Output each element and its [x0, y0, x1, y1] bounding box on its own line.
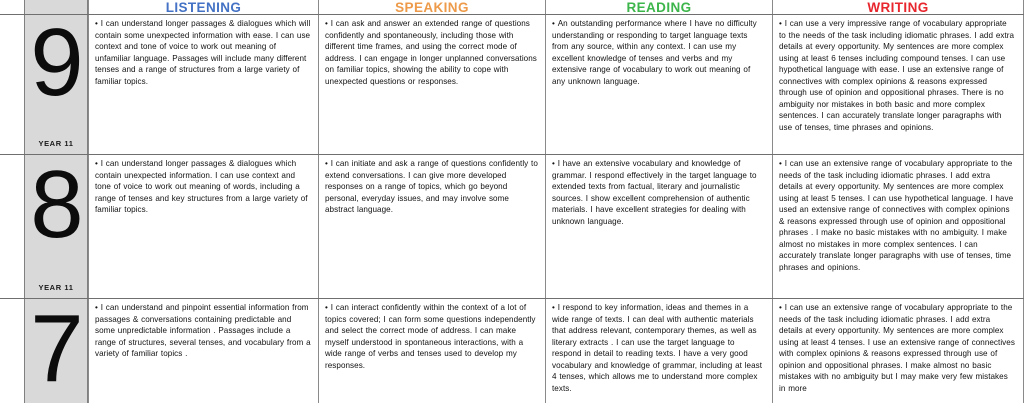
criteria-text: • I can understand longer passages & dialogues which will contain some unexpected information with ease. I can use context and tone of voice to work out meaning of unfamiliar language. Passages will include many different tenses and a range of structures from a large variety of familiar topics. — [95, 18, 311, 87]
criteria-cell-reading — [545, 155, 772, 298]
column-header-writing-label: WRITING — [867, 0, 929, 14]
column-header-reading-label: READING — [626, 0, 692, 14]
column-header-listening-label: LISTENING — [165, 0, 242, 14]
row-margin-left — [0, 299, 24, 403]
criteria-cell-reading — [545, 15, 772, 154]
grade-cell-9 — [24, 15, 88, 154]
header-margin-left — [0, 0, 24, 14]
column-header-speaking — [318, 0, 545, 14]
criteria-cell-speaking — [318, 155, 545, 298]
column-header-speaking-label: SPEAKING — [395, 0, 469, 14]
table-row — [0, 14, 1024, 154]
criteria-cell-reading — [545, 299, 772, 403]
criteria-cell-speaking — [318, 15, 545, 154]
grade-number: 7 — [30, 299, 82, 402]
criteria-cell-speaking — [318, 299, 545, 403]
criteria-text: • I can ask and answer an extended range of questions confidently and spontaneously, including those with different time frames, and using the correct mode of address. I can engage in longer unplanned conversations on familiar topics, showing the ability to cope with unexpected questions or responses. — [325, 18, 538, 87]
criteria-text: • I can initiate and ask a range of questions confidently to extend conversations. I can give more developed responses on a range of topics, which go beyond personal, everyday issues, and may involve some abstract language. — [325, 158, 538, 216]
header-grade-spacer — [24, 0, 88, 14]
grade-cell-7 — [24, 299, 88, 403]
grade-cell-8 — [24, 155, 88, 298]
criteria-text: • I can understand and pinpoint essential information from passages & conversations containing predictable and some unpredictable information . Passages include a range of structures, several tenses, and vocabulary from a variety of familiar topics . — [95, 302, 311, 360]
criteria-text: • I can understand longer passages & dialogues which contain unexpected information. I can use context and tone of voice to work out meaning of words, including a range of tenses and key structures from a large variety of familiar topics. — [95, 158, 311, 216]
grade-number: 8 — [30, 155, 82, 258]
criteria-cell-writing — [772, 299, 1024, 403]
criteria-text: • An outstanding performance where I have no difficulty understanding or responding to target language texts from any source, within any context. I can use my excellent knowledge of tenses and verbs and my extensive range of vocabulary to work out meaning of any unknown language. — [552, 18, 765, 87]
grade-year-label: YEAR 11 — [38, 139, 74, 148]
column-header-reading — [545, 0, 772, 14]
criteria-cell-listening — [88, 155, 318, 298]
column-header-listening — [88, 0, 318, 14]
grade-year-label: YEAR 11 — [38, 283, 74, 292]
table-row — [0, 154, 1024, 298]
criteria-cell-writing — [772, 155, 1024, 298]
criteria-text: • I can use an extensive range of vocabulary appropriate to the needs of the task including idiomatic phrases. I add extra details at every opportunity. My sentences are more complex using at least 4 tenses. I use an extensive range of connectives with complex opinions & reasons expressed through use of opinion and oppositional phrases. I make almost no basic mistakes with no ambiguity but I may make very few mistakes in more — [779, 302, 1016, 394]
criteria-text: • I have an extensive vocabulary and knowledge of grammar. I respond effectively in the target language to extended texts from factual, literary and journalistic sources. I show excellent comprehension of authentic materials. I have excellent strategies for dealing with unknown language. — [552, 158, 765, 227]
grade-number: 9 — [30, 15, 82, 116]
row-margin-left — [0, 15, 24, 154]
criteria-cell-writing — [772, 15, 1024, 154]
criteria-text: • I can interact confidently within the context of a lot of topics covered; I can form some questions independently and select the correct mode of address. I can make myself understood in spontaneous interactions, with a wide range of verbs and tenses used to develop my responses. — [325, 302, 538, 371]
row-margin-left — [0, 155, 24, 298]
criteria-text: • I respond to key information, ideas and themes in a wide range of texts. I can deal with authentic materials that address relevant, contemporary themes, as well as literary extracts . I can use the target language to respond in detail to reading texts. I have a very good vocabulary and knowledge of grammar, including at least 4 tenses, which allows me to understand more complex texts. — [552, 302, 765, 394]
criteria-text: • I can use a very impressive range of vocabulary appropriate to the needs of the task including idiomatic phrases. I add extra details at every opportunity. My sentences are more complex using at least 6 tenses including compound tenses. I can use hypothetical language with ease. I use an extensive range of connectives with complex opinions & reasons expressed through use of opinion and oppositional phrases. There is no ambiguity nor mistakes in both basic and more complex sentences. I can accurately translate longer paragraphs with use of tenses, time phrases and opinions. — [779, 18, 1016, 133]
criteria-cell-listening — [88, 299, 318, 403]
column-header-writing — [772, 0, 1024, 14]
criteria-text: • I can use an extensive range of vocabulary appropriate to the needs of the task including idiomatic phrases. I add extra details at every opportunity. My sentences are more complex using at least 5 tenses. I can use hypothetical language. I have used an extensive range of connectives with complex opinions & reasons expressed through use of opinion and oppositional phrases . I make no basic mistakes with no ambiguity. I make almost no mistakes in more complex sentences. I can accurately translate longer paragraphs with use of tenses, time phrases and opinions. — [779, 158, 1016, 273]
criteria-cell-listening — [88, 15, 318, 154]
table-row — [0, 298, 1024, 403]
table-header-row — [0, 0, 1024, 14]
